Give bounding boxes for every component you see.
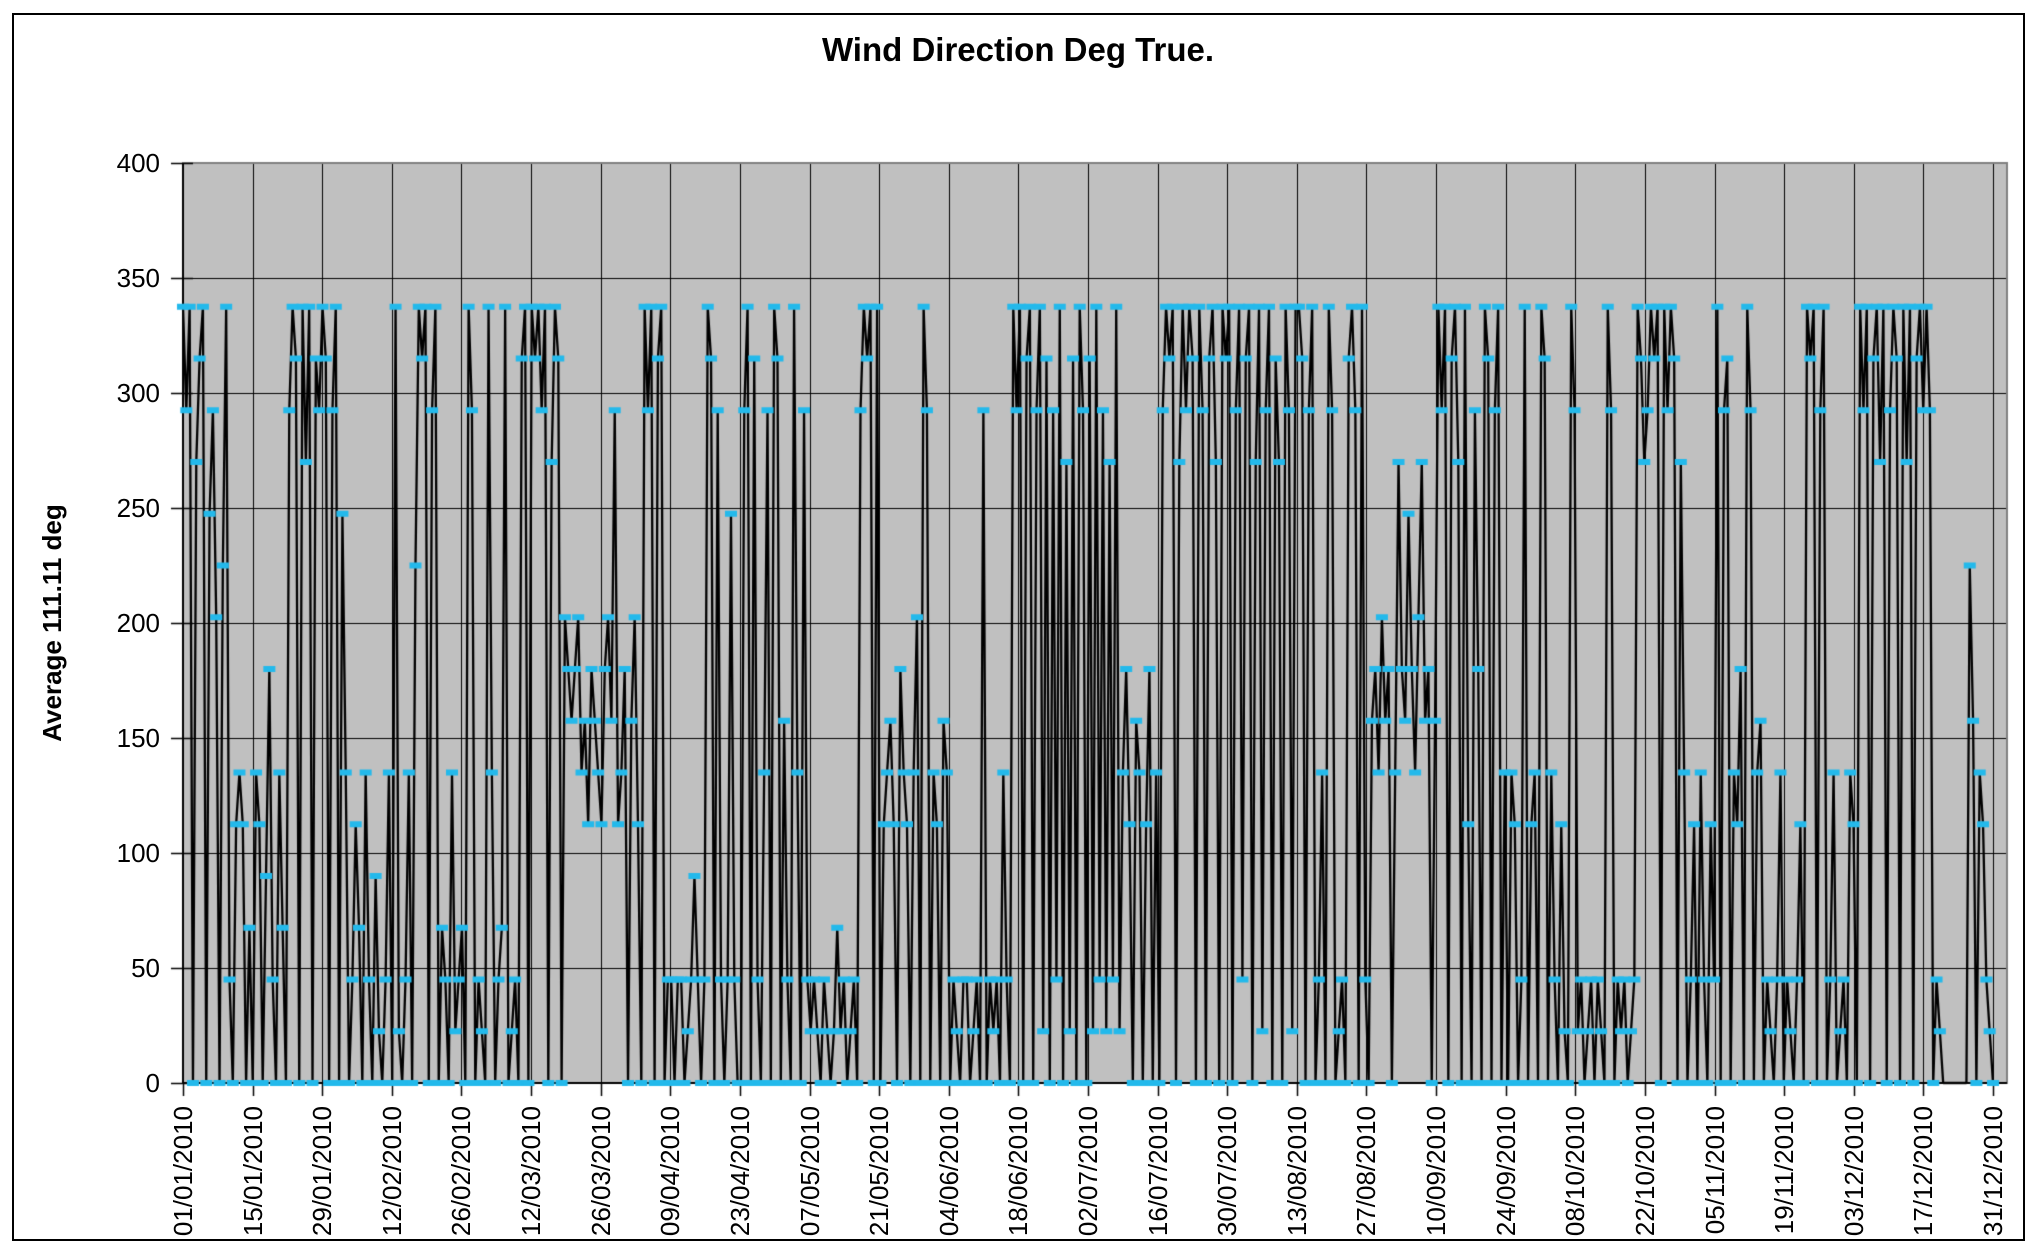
x-tick-label: 12/02/2010 — [376, 1106, 407, 1237]
y-tick-label: 100 — [116, 838, 160, 868]
x-tick-label: 29/01/2010 — [307, 1106, 338, 1237]
y-tick-label: 400 — [116, 148, 160, 178]
y-tick-label: 300 — [116, 378, 160, 408]
y-tick-label: 350 — [116, 263, 160, 293]
y-tick-label: 200 — [116, 608, 160, 638]
x-tick-label: 04/06/2010 — [933, 1106, 964, 1237]
x-tick-label: 02/07/2010 — [1073, 1106, 1103, 1237]
x-tick-label: 26/02/2010 — [446, 1106, 477, 1237]
y-tick-label: 150 — [116, 723, 160, 753]
y-tick-label: 50 — [131, 953, 160, 983]
x-tick-label: 16/07/2010 — [1142, 1106, 1173, 1237]
chart-border — [12, 13, 2025, 1241]
x-tick-label: 13/08/2010 — [1281, 1106, 1312, 1237]
x-tick-label: 24/09/2010 — [1490, 1106, 1521, 1237]
y-tick-label: 0 — [145, 1068, 160, 1098]
x-tick-label: 23/04/2010 — [724, 1106, 755, 1237]
x-tick-label: 19/11/2010 — [1769, 1106, 1800, 1235]
x-tick-label: 17/12/2010 — [1908, 1106, 1939, 1237]
x-tick-label: 15/01/2010 — [237, 1106, 268, 1237]
y-axis-title: Average 111.11 deg — [37, 504, 67, 742]
x-tick-label: 21/05/2010 — [864, 1106, 895, 1237]
x-tick-label: 01/01/2010 — [168, 1106, 198, 1237]
x-tick-label: 30/07/2010 — [1212, 1106, 1243, 1237]
x-tick-label: 26/03/2010 — [585, 1106, 616, 1237]
x-tick-label: 05/11/2010 — [1699, 1106, 1730, 1235]
x-tick-label: 18/06/2010 — [1003, 1106, 1034, 1237]
x-tick-label: 22/10/2010 — [1629, 1106, 1660, 1237]
x-tick-label: 27/08/2010 — [1351, 1106, 1382, 1237]
x-tick-label: 12/03/2010 — [516, 1106, 547, 1237]
x-tick-label: 09/04/2010 — [655, 1106, 686, 1237]
x-tick-label: 31/12/2010 — [1978, 1106, 2008, 1237]
x-tick-label: 03/12/2010 — [1838, 1106, 1869, 1237]
x-tick-label: 10/09/2010 — [1421, 1106, 1452, 1237]
x-tick-label: 08/10/2010 — [1560, 1106, 1591, 1237]
chart-title: Wind Direction Deg True. — [821, 31, 1215, 68]
y-tick-label: 250 — [116, 493, 160, 523]
x-tick-label: 07/05/2010 — [794, 1106, 825, 1237]
